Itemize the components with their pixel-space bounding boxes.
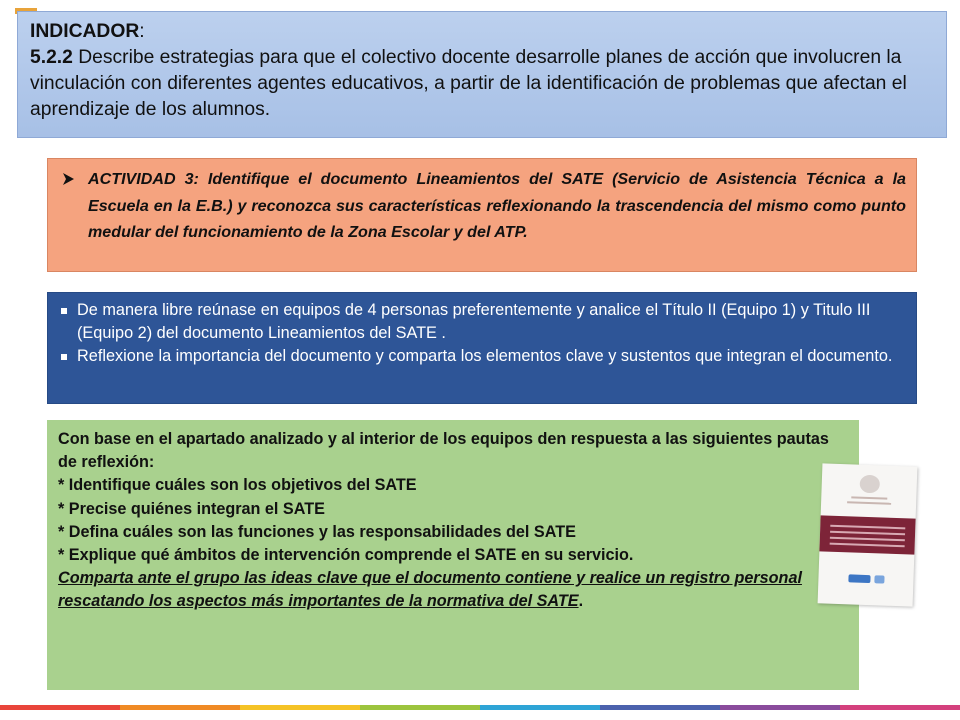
indicator-box xyxy=(17,11,947,138)
color-strip-segment xyxy=(120,705,240,710)
arrow-bullet-icon xyxy=(62,166,88,246)
indicator-heading-colon: : xyxy=(139,21,145,42)
reflection-closing-period: . xyxy=(578,592,584,611)
reflection-point: * Identifique cuáles son los objetivos del SATE xyxy=(58,476,417,495)
sate-document-cover-image xyxy=(818,463,918,606)
reflection-closing-line xyxy=(58,567,849,613)
color-strip xyxy=(0,705,960,710)
color-strip-segment xyxy=(600,705,720,710)
instructions-box xyxy=(47,292,917,404)
color-strip-segment xyxy=(840,705,960,710)
instruction-text: Reflexione la importancia del documento y comparta los elementos clave y sustentos que integran el documento. xyxy=(77,347,893,365)
indicator-body xyxy=(30,45,934,123)
indicator-code: 5.2.2 xyxy=(30,47,73,68)
list-item xyxy=(61,299,906,345)
instruction-text: De manera libre reúnase en equipos de 4 personas preferentemente y analice el Título II (Equipo 1) y Titulo III (Equipo 2) del documento Lineamientos del SATE . xyxy=(77,301,871,342)
indicator-heading: INDICADOR xyxy=(30,21,140,42)
square-bullet-icon xyxy=(61,308,67,314)
indicator-text: Describe estrategias para que el colectivo docente desarrolle planes de acción que involucren la vinculación con diferentes agentes educativos, a partir de la identificación de problemas que afectan el aprendizaje de los alumnos. xyxy=(30,47,907,120)
seal-icon xyxy=(859,475,880,494)
reflection-point: * Precise quiénes integran el SATE xyxy=(58,499,325,518)
reflection-intro: Con base en el apartado analizado y al interior de los equipos den respuesta a las siguientes pautas de reflexión: xyxy=(58,430,829,472)
reflection-point: * Explique qué ámbitos de intervención comprende el SATE en su servicio. xyxy=(58,546,634,565)
color-strip-segment xyxy=(360,705,480,710)
indicator-heading-line xyxy=(30,19,934,45)
cover-band xyxy=(819,515,915,554)
reflection-box xyxy=(47,420,859,690)
square-bullet-icon xyxy=(61,354,67,360)
color-strip-segment xyxy=(240,705,360,710)
reflection-closing: Comparta ante el grupo las ideas clave que el documento contiene y realice un registro personal rescatando los aspectos más importantes de la normativa del SATE xyxy=(58,569,802,611)
color-strip-segment xyxy=(480,705,600,710)
reflection-point: * Defina cuáles son las funciones y las responsabilidades del SATE xyxy=(58,522,576,541)
sate-logo-icon xyxy=(848,574,870,583)
activity-box xyxy=(47,158,917,272)
color-strip-segment xyxy=(720,705,840,710)
instructions-list xyxy=(61,299,906,368)
color-strip-segment xyxy=(0,705,120,710)
list-item xyxy=(61,345,906,368)
activity-text: ACTIVIDAD 3: Identifique el documento Lineamientos del SATE (Servicio de Asistencia Técnica a la Escuela en la E.B.) y reconozca sus características reflexionando la trascendencia del mismo como punto medular del funcionamiento de la Zona Escolar y del ATP. xyxy=(88,170,906,241)
